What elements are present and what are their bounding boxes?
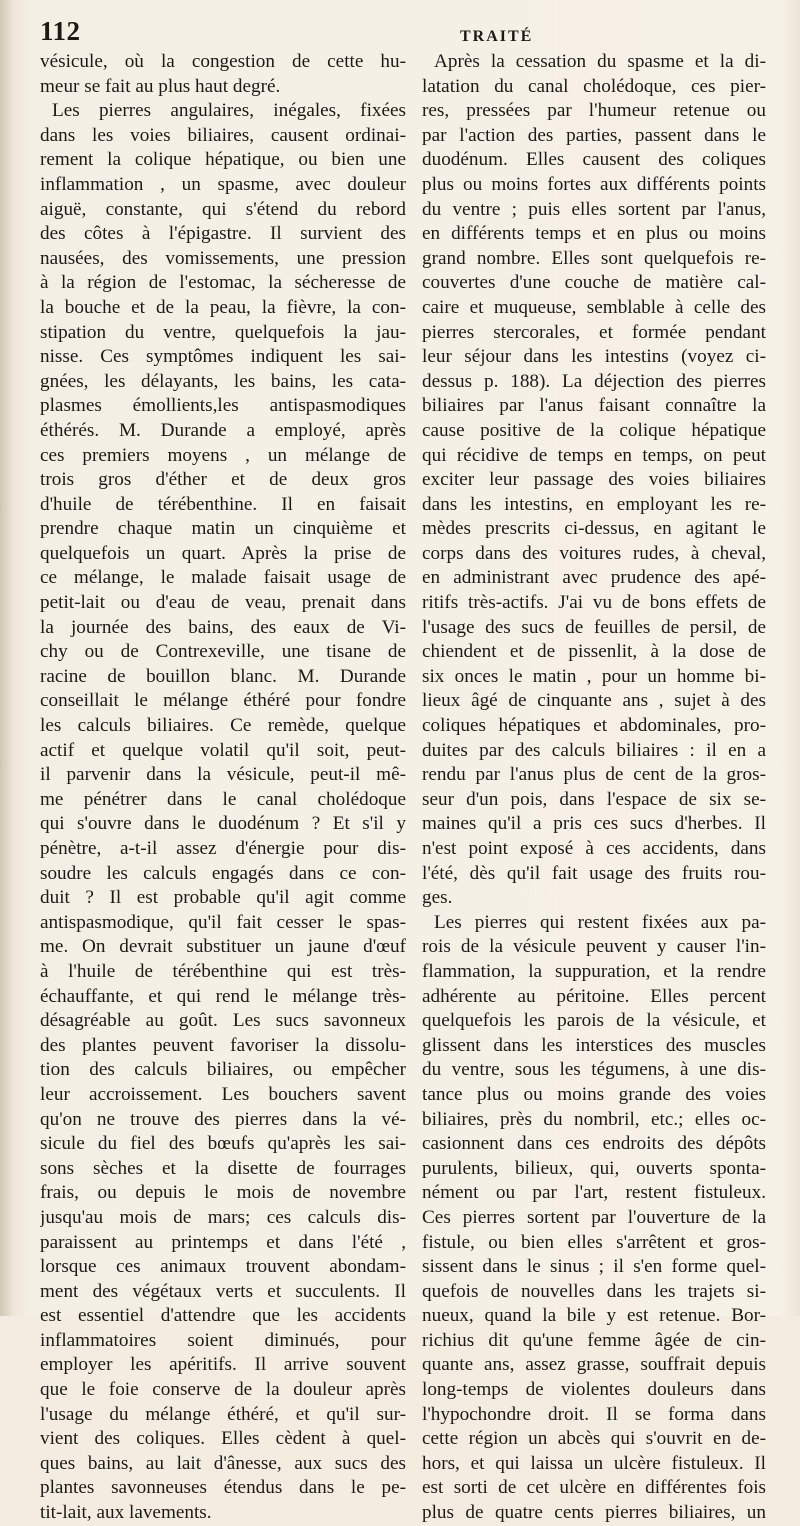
text-line: fistule, ou bien elles s'arrêtent et gros- [422, 1231, 766, 1253]
text-line: plus ou moins fortes aux différents points [422, 173, 766, 195]
text-line: me pénétrer dans le canal cholédoque [40, 788, 406, 810]
text-line: stipation du ventre, quelquefois la jau- [40, 321, 406, 343]
text-line: inflammatoires soient diminués, pour [40, 1329, 406, 1351]
text-line: nisse. Ces symptômes indiquent les sai- [40, 346, 406, 368]
text-line: corps dans des voitures rudes, à cheval, [422, 542, 766, 564]
text-line: adhérente au péritoine. Elles percent [422, 985, 766, 1007]
text-line: d'huile de térébenthine. Il en faisait [40, 493, 406, 515]
text-line: biliaires, près du nombril, etc.; elles oc- [422, 1108, 766, 1130]
text-line: quante ans, assez grasse, souffrait depuis [422, 1354, 766, 1376]
text-line: biliaires par l'anus faisant connaître la [422, 395, 766, 417]
text-line: vésicule, où la congestion de cette hu- [40, 51, 406, 72]
text-line: chiendent et de pissenlit, à la dose de [422, 641, 766, 663]
text-line: duites par des calculs biliaires : il en a [422, 739, 766, 761]
text-line: casionnent dans ces endroits des dépôts [422, 1133, 766, 1155]
text-line: qu'on ne trouve des pierres dans la vé- [40, 1108, 406, 1130]
text-line: trois gros d'éther et de deux gros [40, 469, 406, 491]
text-line: Les pierres qui restent fixées aux pa- [434, 911, 766, 933]
page-gutter [0, 0, 12, 1316]
text-line: la bouche et de la peau, la fièvre, la con- [40, 296, 406, 318]
text-line: latation du canal cholédoque, ces pier- [422, 75, 766, 97]
text-line: hors, et qui laissa un ulcère fistuleux. Il [422, 1452, 766, 1474]
text-line: vient des coliques. Elles cèdent à quel- [40, 1428, 406, 1450]
text-line: éthérés. M. Durande a employé, après [40, 419, 406, 441]
text-line: flammation, la suppuration, et la rendre [422, 960, 766, 982]
text-line: quefois de nouvelles dans les trajets si- [422, 1280, 766, 1302]
text-line: jusqu'au mois de mars; ces calculs dis- [40, 1206, 406, 1228]
text-line: racine de bouillon blanc. M. Durande [40, 665, 406, 687]
text-line: dans les intestins, en employant les re- [422, 493, 766, 515]
text-line: sons sèches et la disette de fourrages [40, 1157, 406, 1179]
text-line: glissent dans les interstices des muscles [422, 1034, 766, 1056]
text-line: cause positive de la colique hépatique [422, 419, 766, 441]
text-line: tit-lait, aux lavements. [40, 1502, 212, 1524]
text-line: il parvenir dans la vésicule, peut-il mê- [40, 764, 406, 786]
text-line: gnées, les délayants, les bains, les cata- [40, 370, 406, 392]
text-line: soudre les calculs engagés dans ce con- [40, 862, 406, 884]
text-line: à l'huile de térébenthine qui est très- [40, 960, 406, 982]
text-line: actif et quelque volatil qu'il soit, peut- [40, 739, 406, 761]
text-line: désagréable au goût. Les sucs savonneux [40, 1010, 406, 1032]
text-line: pénètre, a-t-il assez d'énergie pour dis- [40, 838, 406, 859]
text-line: chy ou de Contrexeville, une tisane de [40, 641, 406, 663]
text-line: que le foie conserve de la douleur après [40, 1379, 406, 1401]
text-line: inflammation , un spasme, avec douleur [40, 173, 406, 195]
text-line: leur accroissement. Les bouchers savent [40, 1083, 406, 1105]
text-line: ques bains, au lait d'ânesse, aux sucs des [40, 1452, 406, 1474]
text-line: nément ou par l'art, restent fistuleux. [422, 1182, 766, 1204]
text-line: leur séjour dans les intestins (voyez ci- [422, 346, 766, 368]
text-line: est sorti de cet ulcère en différentes fois [422, 1477, 766, 1499]
text-line: rement la colique hépatique, ou bien une [40, 149, 406, 171]
text-line: ritifs très-actifs. J'ai vu de bons effets de [422, 592, 766, 614]
left-column [40, 50, 406, 1526]
text-line: tance plus ou moins grande des voies [422, 1083, 766, 1105]
text-line: du ventre, sous les tégumens, à une dis- [422, 1059, 766, 1081]
text-line: prendre chaque matin un cinquième et [40, 518, 406, 540]
text-line: en différents temps et en plus ou moins [422, 223, 766, 245]
text-line: nausées, des vomissements, une pression [40, 247, 406, 269]
text-line: dessus p. 188). La déjection des pierres [422, 370, 766, 392]
text-line: seur d'un pois, dans l'espace de six se- [422, 788, 766, 810]
text-line: Les pierres angulaires, inégales, fixées [52, 100, 406, 122]
text-line: conseillait le mélange éthéré pour fondre [40, 690, 406, 712]
page-number: 112 [40, 16, 81, 46]
text-line: me. On devrait substituer un jaune d'œuf [40, 936, 406, 958]
text-line: petit-lait ou d'eau de veau, prenait dans [40, 592, 406, 614]
text-line: frais, ou depuis le mois de novembre [40, 1182, 406, 1204]
text-line: antispasmodique, qu'il fait cesser le spas- [40, 911, 406, 933]
text-line: échauffante, et qui rend le mélange très- [40, 985, 406, 1007]
text-line: purulents, bilieux, qui, ouverts sponta- [422, 1157, 766, 1179]
text-line: nueux, quand la bile y est retenue. Bor- [422, 1305, 766, 1327]
text-line: caire et muqueuse, semblable à celle des [422, 296, 766, 318]
text-line: meur se fait au plus haut degré. [40, 75, 281, 97]
text-line: qui récidive de temps en temps, on peut [422, 444, 766, 466]
text-line: Ces pierres sortent par l'ouverture de la [422, 1206, 766, 1228]
text-line: richius dit qu'une femme âgée de cin- [422, 1329, 766, 1351]
text-line: duodénum. Elles causent des coliques [422, 149, 766, 171]
text-line: aiguë, constante, qui s'étend du rebord [40, 198, 406, 220]
text-line: plus de quatre cents pierres biliaires, un [422, 1502, 766, 1524]
text-line: long-temps de violentes douleurs dans [422, 1379, 766, 1401]
text-line: par l'action des parties, passent dans le [422, 124, 766, 146]
text-line: l'hypochondre droit. Il se forma dans [422, 1403, 766, 1425]
text-line: des côtes à l'épigastre. Il survient des [40, 223, 406, 245]
text-line: sicule du fiel des bœufs qu'après les sai- [40, 1133, 406, 1155]
text-line: en administrant avec prudence des apé- [422, 567, 766, 589]
text-line: plasmes émollients,les antispasmodiques [40, 395, 406, 417]
text-line: du ventre ; puis elles sortent par l'anus, [422, 198, 766, 220]
text-line: rois de la vésicule peuvent y causer l'in- [422, 936, 766, 958]
text-line: coliques hépatiques et abdominales, pro- [422, 715, 766, 737]
text-line: ment des végétaux verts et succulents. Il [40, 1280, 406, 1302]
text-line: plantes savonneuses étendus dans le pe- [40, 1477, 406, 1499]
text-line: qui s'ouvre dans le duodénum ? Et s'il y [40, 813, 406, 835]
text-line: dans les voies biliaires, causent ordinai- [40, 124, 406, 146]
text-line: l'usage des sucs de feuilles de persil, de [422, 616, 766, 638]
text-line: res, pressées par l'humeur retenue ou [422, 100, 766, 122]
text-line: sissent dans le sinus ; il s'en forme quel- [422, 1256, 766, 1278]
text-line: duit ? Il est probable qu'il agit comme [40, 887, 406, 909]
text-line: rendu par l'anus plus de cent de la gros- [422, 764, 766, 786]
text-line: n'est point exposé à ces accidents, dans [422, 838, 766, 859]
text-line: ges. [422, 887, 453, 909]
text-line: six onces le matin , pour un homme bi- [422, 665, 766, 687]
text-line: Après la cessation du spasme et la di- [434, 51, 766, 72]
page-header [40, 14, 760, 54]
text-line: grand nombre. Elles sont quelquefois re- [422, 247, 766, 269]
text-line: ce mélange, le malade faisait usage de [40, 567, 406, 589]
text-line: l'usage du mélange éthéré, et qu'il sur- [40, 1403, 406, 1425]
text-line: est essentiel d'attendre que les accidents [40, 1305, 406, 1327]
text-line: maines qu'il a pris ces sucs d'herbes. Il [422, 813, 766, 835]
text-line: exciter leur passage des voies biliaires [422, 469, 766, 491]
text-line: quelquefois les parois de la vésicule, et [422, 1010, 766, 1032]
text-line: pierres stercorales, et formée pendant [422, 321, 766, 343]
text-line: paraissent au printemps et dans l'été , [40, 1231, 406, 1253]
text-line: à la région de l'estomac, la sécheresse de [40, 272, 406, 294]
text-line: couvertes d'une couche de matière cal- [422, 272, 766, 294]
text-line: la journée des bains, des eaux de Vi- [40, 616, 406, 638]
text-line: les calculs biliaires. Ce remède, quelque [40, 715, 406, 737]
running-head: TRAITÉ [460, 28, 534, 45]
text-line: l'été, dès qu'il fait usage des fruits rou- [422, 862, 766, 884]
text-line: mèdes prescrits ci-dessus, en agitant le [422, 518, 766, 540]
text-line: employer les apéritifs. Il arrive souvent [40, 1354, 406, 1376]
text-line: lorsque ces animaux trouvent abondam- [40, 1256, 406, 1278]
text-line: lieux âgé de cinquante ans , sujet à des [422, 690, 766, 712]
right-column [422, 50, 766, 1526]
text-line: cette région un abcès qui s'ouvrit en de- [422, 1428, 766, 1450]
text-line: tion des calculs biliaires, ou empêcher [40, 1059, 406, 1081]
text-line: des plantes peuvent favoriser la dissolu- [40, 1034, 406, 1056]
text-line: quelquefois un quart. Après la prise de [40, 542, 406, 564]
text-line: ces premiers moyens , un mélange de [40, 444, 406, 466]
